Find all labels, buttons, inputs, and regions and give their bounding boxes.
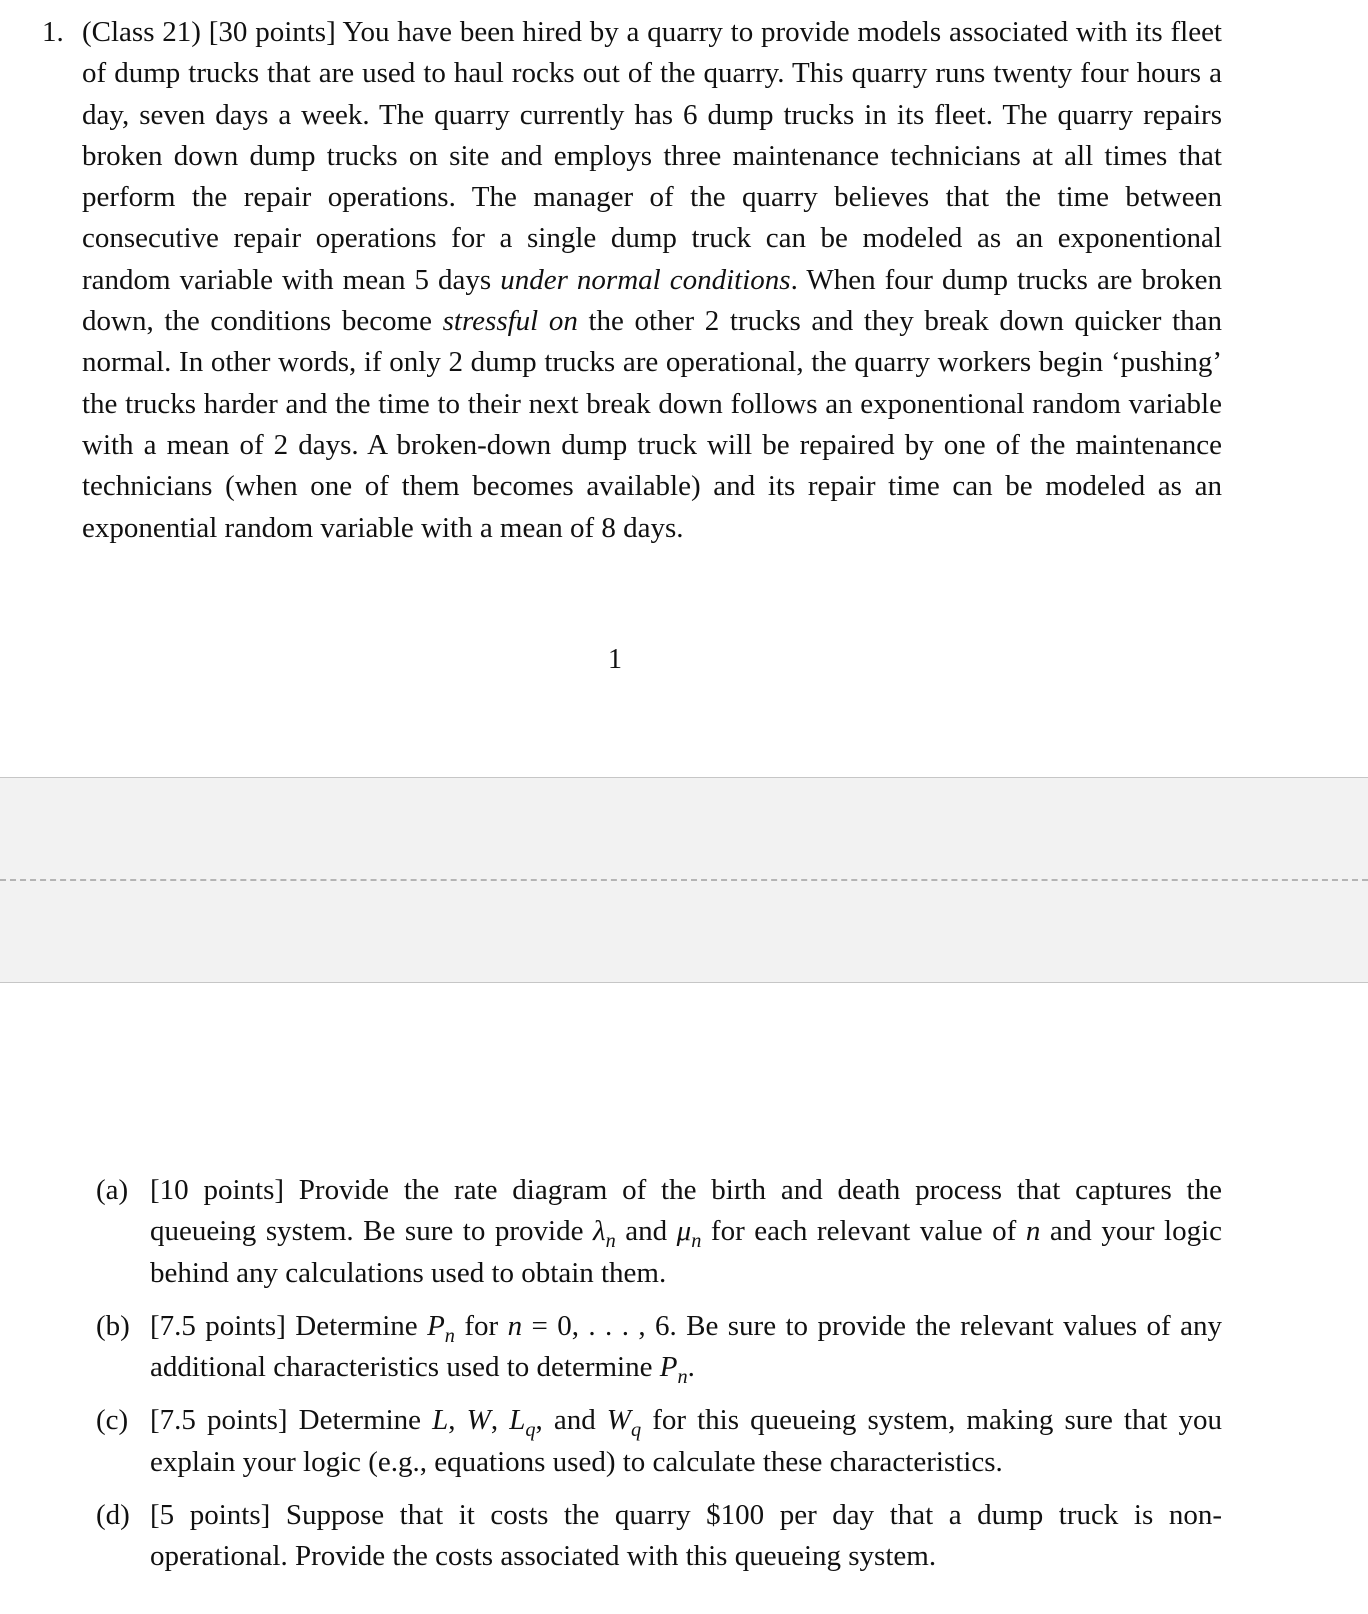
part-d — [96, 1495, 1222, 1578]
w-symbol: W — [466, 1404, 491, 1437]
problem-text-1: (Class 21) [30 points] You have been hired by a quarry to provide models associated with its fleet of dump trucks that are used to haul rocks out of the quarry. This quarry runs twenty four hours a day, seven days a week. The quarry currently has 6 dump trucks in its fleet. The quarry repairs broken down dump trucks on site and employs three maintenance technicians at all times that perform the repair operations. The manager of the quarry believes that the time between consecutive repair operations for a single dump truck can be modeled as an exponentional random variable with mean 5 days — [82, 16, 1222, 296]
mu-symbol: μ — [676, 1215, 692, 1248]
problem-statement — [82, 12, 1222, 549]
n-range: = 0, . . . , 6 — [522, 1309, 670, 1342]
problem-text-2: . When four dump trucks are broken down, the conditions become — [82, 263, 1222, 338]
part-a-t3: for each relevant value of — [701, 1215, 1026, 1248]
lq-symbol: L — [509, 1404, 526, 1437]
part-d-text: [5 points] Suppose that it costs the quarry $100 per day that a dump truck is non-operational. Provide the costs associated with this queueing system. — [150, 1499, 1222, 1573]
comma-1: , — [448, 1404, 467, 1437]
part-a — [96, 1170, 1222, 1294]
part-c-text — [150, 1400, 1222, 1483]
p-subscript: n — [444, 1324, 455, 1347]
wq-symbol: W — [606, 1404, 631, 1437]
comma-2: , — [490, 1404, 510, 1437]
problem-text-3: the other 2 trucks and they break down quicker than normal. In other words, if only 2 dump trucks are operational, the quarry workers begin ‘pushing’ the trucks harder and the time to their next break down follows an exponentional random variable with a mean of 2 days. A broken-down dump truck will be repaired by one of the maintenance technicians (when one of them becomes available) and its repair time can be modeled as an exponential random variable with a mean of 8 days. — [82, 305, 1223, 544]
p-symbol: P — [427, 1309, 445, 1342]
p-symbol-2: P — [659, 1351, 678, 1384]
problem-parts — [96, 1170, 1222, 1590]
part-b — [96, 1306, 1222, 1389]
part-b-t3: . Be sure to provide the relevant values of any additional characteristics used to determine — [150, 1309, 1222, 1384]
problem-number: 1. — [42, 16, 64, 48]
part-b-text — [150, 1306, 1222, 1389]
mu-subscript: n — [691, 1230, 702, 1253]
part-c-t1: [7.5 points] Determine — [150, 1404, 433, 1437]
part-c-t3: for this queueing system, making sure that you explain your logic (e.g., equations used) to calculate these characteristics. — [150, 1404, 1223, 1478]
p-subscript-2: n — [677, 1365, 688, 1388]
n-symbol: n — [507, 1309, 523, 1342]
lambda-symbol: λ — [593, 1215, 606, 1248]
l-symbol: L — [432, 1404, 449, 1437]
page-number: 1 — [608, 644, 622, 675]
part-b-t2: for — [454, 1309, 508, 1342]
page-break — [0, 777, 1368, 983]
part-c-t2: , and — [535, 1404, 607, 1437]
part-c — [96, 1400, 1222, 1483]
n-symbol: n — [1025, 1215, 1041, 1248]
problem-italic-1: under normal conditions — [500, 263, 791, 296]
page-break-divider — [0, 879, 1368, 881]
part-c-label: (c) — [96, 1404, 129, 1437]
part-a-t1: [10 points] Provide the rate diagram of the birth and death process that captures the queueing system. Be sure to provide — [150, 1174, 1222, 1248]
part-d-label: (d) — [96, 1499, 130, 1532]
lambda-subscript: n — [605, 1230, 616, 1253]
wq-subscript: q — [630, 1419, 642, 1442]
part-a-t2: and — [615, 1215, 677, 1248]
part-b-t4: . — [687, 1351, 695, 1384]
part-a-t4: and your logic behind any calculations used to obtain them. — [150, 1215, 1223, 1289]
problem-italic-2: stressful on — [442, 305, 578, 338]
part-a-label: (a) — [96, 1174, 129, 1206]
part-a-text — [150, 1170, 1222, 1294]
part-b-label: (b) — [96, 1309, 130, 1342]
part-b-t1: [7.5 points] Determine — [150, 1309, 428, 1342]
lq-subscript: q — [525, 1419, 536, 1442]
